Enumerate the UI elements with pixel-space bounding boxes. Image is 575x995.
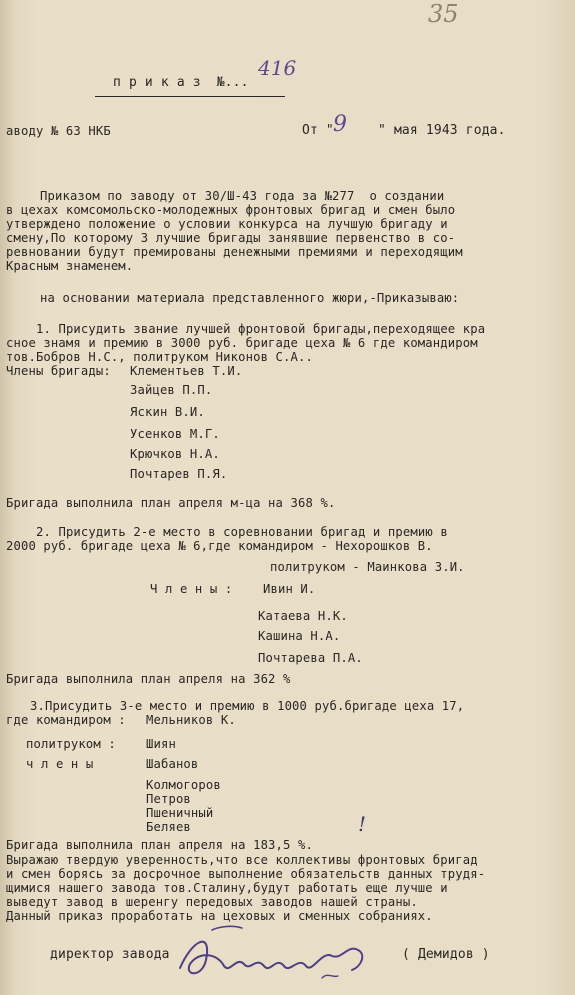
- item1-line: тов.Бобров Н.С., политруком Никонов С.А..: [6, 350, 313, 364]
- signature-name: ( Демидов ): [402, 947, 490, 962]
- preamble-line: Приказом по заводу от 30/Ш-43 года за №277 о создании: [40, 189, 445, 203]
- item3-member: Петров: [146, 792, 191, 806]
- item1-result: Бригада выполнила план апреля м-ца на 368 %.: [6, 496, 336, 510]
- item3-member: Колмогоров: [146, 778, 221, 792]
- item3-member: Беляев: [146, 820, 191, 834]
- closing-line: Данный приказ проработать на цеховых и сменных собраниях.: [6, 909, 433, 923]
- item3-member: Пшеничный: [146, 806, 214, 820]
- closing-line: щимися нашего завода тов.Сталину,будут работать еще лучше и: [6, 881, 448, 895]
- item3-result: Бригада выполнила план апреля на 183,5 %.: [6, 838, 313, 852]
- item2-member: Почтарева П.А.: [258, 651, 363, 665]
- item3-line: 3.Присудить 3-е место и премию в 1000 руб.бригаде цеха 17,: [30, 699, 465, 713]
- preamble-line: Красным знаменем.: [6, 259, 134, 273]
- item3-member: Шабанов: [146, 757, 199, 771]
- item3-members-label: ч л е н ы: [26, 757, 94, 771]
- item1-member: Крючков Н.А.: [130, 447, 220, 461]
- archive-number: 35: [428, 0, 459, 28]
- plant-name: аводу № 63 НКБ: [6, 124, 111, 138]
- order-number: 416: [258, 56, 297, 80]
- preamble-line: в цехах комсомольско-молодежных фронтовых бригад и смен было: [6, 203, 456, 217]
- closing-line: Выражаю твердую уверенность,что все коллективы фронтовых бригад: [6, 853, 478, 867]
- item1-member: Зайцев П.П.: [130, 383, 213, 397]
- closing-line: выведут завод в шеренгу передовых заводов нашей страны.: [6, 895, 418, 909]
- item3-politruk: Шиян: [146, 737, 176, 751]
- handwritten-mark: !: [358, 812, 367, 836]
- item3-commander: Мельников К.: [146, 713, 236, 727]
- item2-politruk: политруком - Маинкова З.И.: [270, 560, 465, 574]
- title-underline: [95, 96, 285, 97]
- closing-line: и смен борясь за досрочное выполнение обязательств данных трудя-: [6, 867, 486, 881]
- item1-member: Яскин В.И.: [130, 405, 205, 419]
- item2-line: 2. Присудить 2-е место в соревновании бригад и премию в: [36, 525, 448, 539]
- item2-members-label: Ч л е н ы :: [150, 582, 233, 596]
- signature-label: директор завода: [50, 947, 170, 962]
- order-title: п р и к а з №...: [113, 75, 249, 90]
- item1-line: 1. Присудить звание лучшей фронтовой бригады,переходящее кра: [36, 322, 486, 336]
- item1-line: сное знамя и премию в 3000 руб. бригаде цеха № 6 где командиром: [6, 336, 478, 350]
- preamble-line: утверждено положение о условии конкурса на лучшую бригаду и: [6, 217, 448, 231]
- item1-member: Почтарев П.Я.: [130, 467, 228, 481]
- item2-line: 2000 руб. бригаде цеха № 6,где командиром - Нехорошков В.: [6, 539, 433, 553]
- item2-result: Бригада выполнила план апреля на 362 %: [6, 672, 291, 686]
- date-prefix: От ": [302, 123, 334, 138]
- item2-member: Ивин И.: [263, 582, 316, 596]
- item2-member: Кашина Н.А.: [258, 629, 341, 643]
- date-suffix: " мая 1943 года.: [378, 123, 506, 138]
- item1-member: Усенков М.Г.: [130, 427, 220, 441]
- item3-commander-label: где командиром :: [6, 713, 126, 727]
- preamble-line: смену,По которому 3 лучшие бригады занявшие первенство в со-: [6, 231, 456, 245]
- preamble-line: ревновании будут премированы денежными премиями и переходящим: [6, 245, 463, 259]
- item1-member: Клементьев Т.И.: [130, 364, 243, 378]
- basis-line: на основании материала представленного жюри,-Приказываю:: [40, 291, 460, 305]
- item3-politruk-label: политруком :: [26, 737, 116, 751]
- date-day: 9: [333, 112, 347, 137]
- item1-members-label: Члены бригады:: [6, 364, 111, 378]
- item2-member: Катаева Н.К.: [258, 609, 348, 623]
- director-signature: [172, 920, 402, 988]
